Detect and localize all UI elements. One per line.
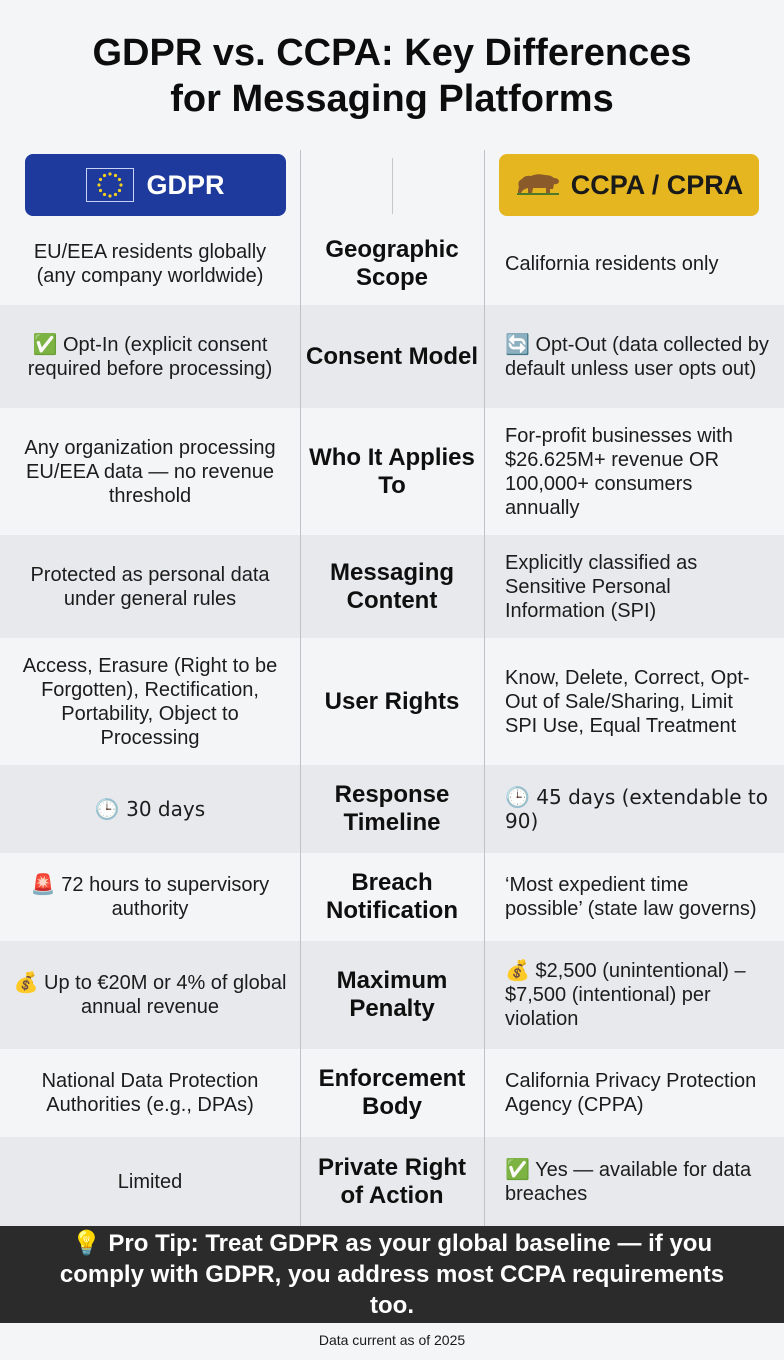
header-divider xyxy=(392,158,393,214)
ccpa-cell: ✅ Yes — available for data breaches xyxy=(505,1158,752,1205)
title-line-2: for Messaging Platforms xyxy=(170,78,614,120)
table-row xyxy=(0,222,784,305)
ccpa-header-badge xyxy=(499,154,759,216)
row-label: Who It Applies To xyxy=(309,443,475,499)
data-date-note: Data current as of 2025 xyxy=(318,1332,466,1348)
table-row xyxy=(0,853,784,941)
column-divider-left xyxy=(300,150,301,1226)
ccpa-cell: 🕒 45 days (extendable to 90) xyxy=(505,785,768,833)
gdpr-header-badge xyxy=(25,154,286,216)
row-label: Geographic Scope xyxy=(325,235,459,291)
row-label: Messaging Content xyxy=(329,558,455,614)
row-label: Private Right of Action xyxy=(317,1153,467,1209)
row-label: User Rights xyxy=(324,687,460,715)
gdpr-cell: ✅ Opt-In (explicit consent required before processing) xyxy=(27,333,273,380)
table-row xyxy=(0,1049,784,1137)
title-line-1: GDPR vs. CCPA: Key Differences xyxy=(92,32,692,74)
page-title xyxy=(0,30,784,122)
table-row xyxy=(0,941,784,1049)
table-row xyxy=(0,305,784,408)
column-divider-right xyxy=(484,150,485,1226)
ccpa-cell: Explicitly classified as Sensitive Personal Information (SPI) xyxy=(505,551,698,622)
table-row xyxy=(0,535,784,638)
column-header-row xyxy=(0,150,784,222)
ccpa-cell: 💰 $2,500 (unintentional) – $7,500 (intentional) per violation xyxy=(505,960,746,1030)
ccpa-cell: 🔄 Opt-Out (data collected by default unless user opts out) xyxy=(505,333,769,380)
table-row xyxy=(0,1137,784,1226)
gdpr-cell: 🕒 30 days xyxy=(94,797,206,821)
gdpr-cell: 💰 Up to €20M or 4% of global annual revenue xyxy=(13,972,287,1018)
ccpa-cell: California residents only xyxy=(505,252,719,275)
row-label: Maximum Penalty xyxy=(336,967,448,1022)
row-label: Response Timeline xyxy=(334,781,450,836)
row-label: Breach Notification xyxy=(326,869,458,924)
gdpr-cell: Access, Erasure (Right to be Forgotten), Rectification, Portability, Object to Processing xyxy=(22,654,278,749)
pro-tip-banner xyxy=(0,1226,784,1323)
ccpa-header-label: CCPA / CPRA xyxy=(570,169,744,200)
eu-flag-icon xyxy=(86,168,134,202)
ccpa-cell: California Privacy Protection Agency (CPPA) xyxy=(505,1070,757,1116)
pro-tip-text: 💡 Pro Tip: Treat GDPR as your global baseline — if you comply with GDPR, you address most CCPA requirements too. xyxy=(59,1230,725,1319)
gdpr-cell: Any organization processing EU/EEA data — no revenue threshold xyxy=(24,436,276,507)
gdpr-cell: Limited xyxy=(117,1170,183,1193)
gdpr-cell: EU/EEA residents globally (any company worldwide) xyxy=(33,240,267,287)
gdpr-cell: 🚨 72 hours to supervisory authority xyxy=(30,874,270,920)
gdpr-cell: Protected as personal data under general rules xyxy=(30,563,270,610)
table-row xyxy=(0,638,784,765)
gdpr-cell: National Data Protection Authorities (e.g., DPAs) xyxy=(41,1070,259,1116)
gdpr-header-label: GDPR xyxy=(146,169,225,200)
ccpa-cell: Know, Delete, Correct, Opt-Out of Sale/Sharing, Limit SPI Use, Equal Treatment xyxy=(505,666,750,737)
bear-icon xyxy=(515,169,561,201)
table-row xyxy=(0,408,784,535)
ccpa-cell: ‘Most expedient time possible’ (state law governs) xyxy=(505,874,757,920)
ccpa-cell: For-profit businesses with $26.625M+ revenue OR 100,000+ consumers annually xyxy=(505,424,733,519)
row-label: Consent Model xyxy=(306,342,478,370)
table-row xyxy=(0,765,784,853)
row-label: Enforcement Body xyxy=(318,1065,466,1120)
comparison-table xyxy=(0,222,784,1226)
